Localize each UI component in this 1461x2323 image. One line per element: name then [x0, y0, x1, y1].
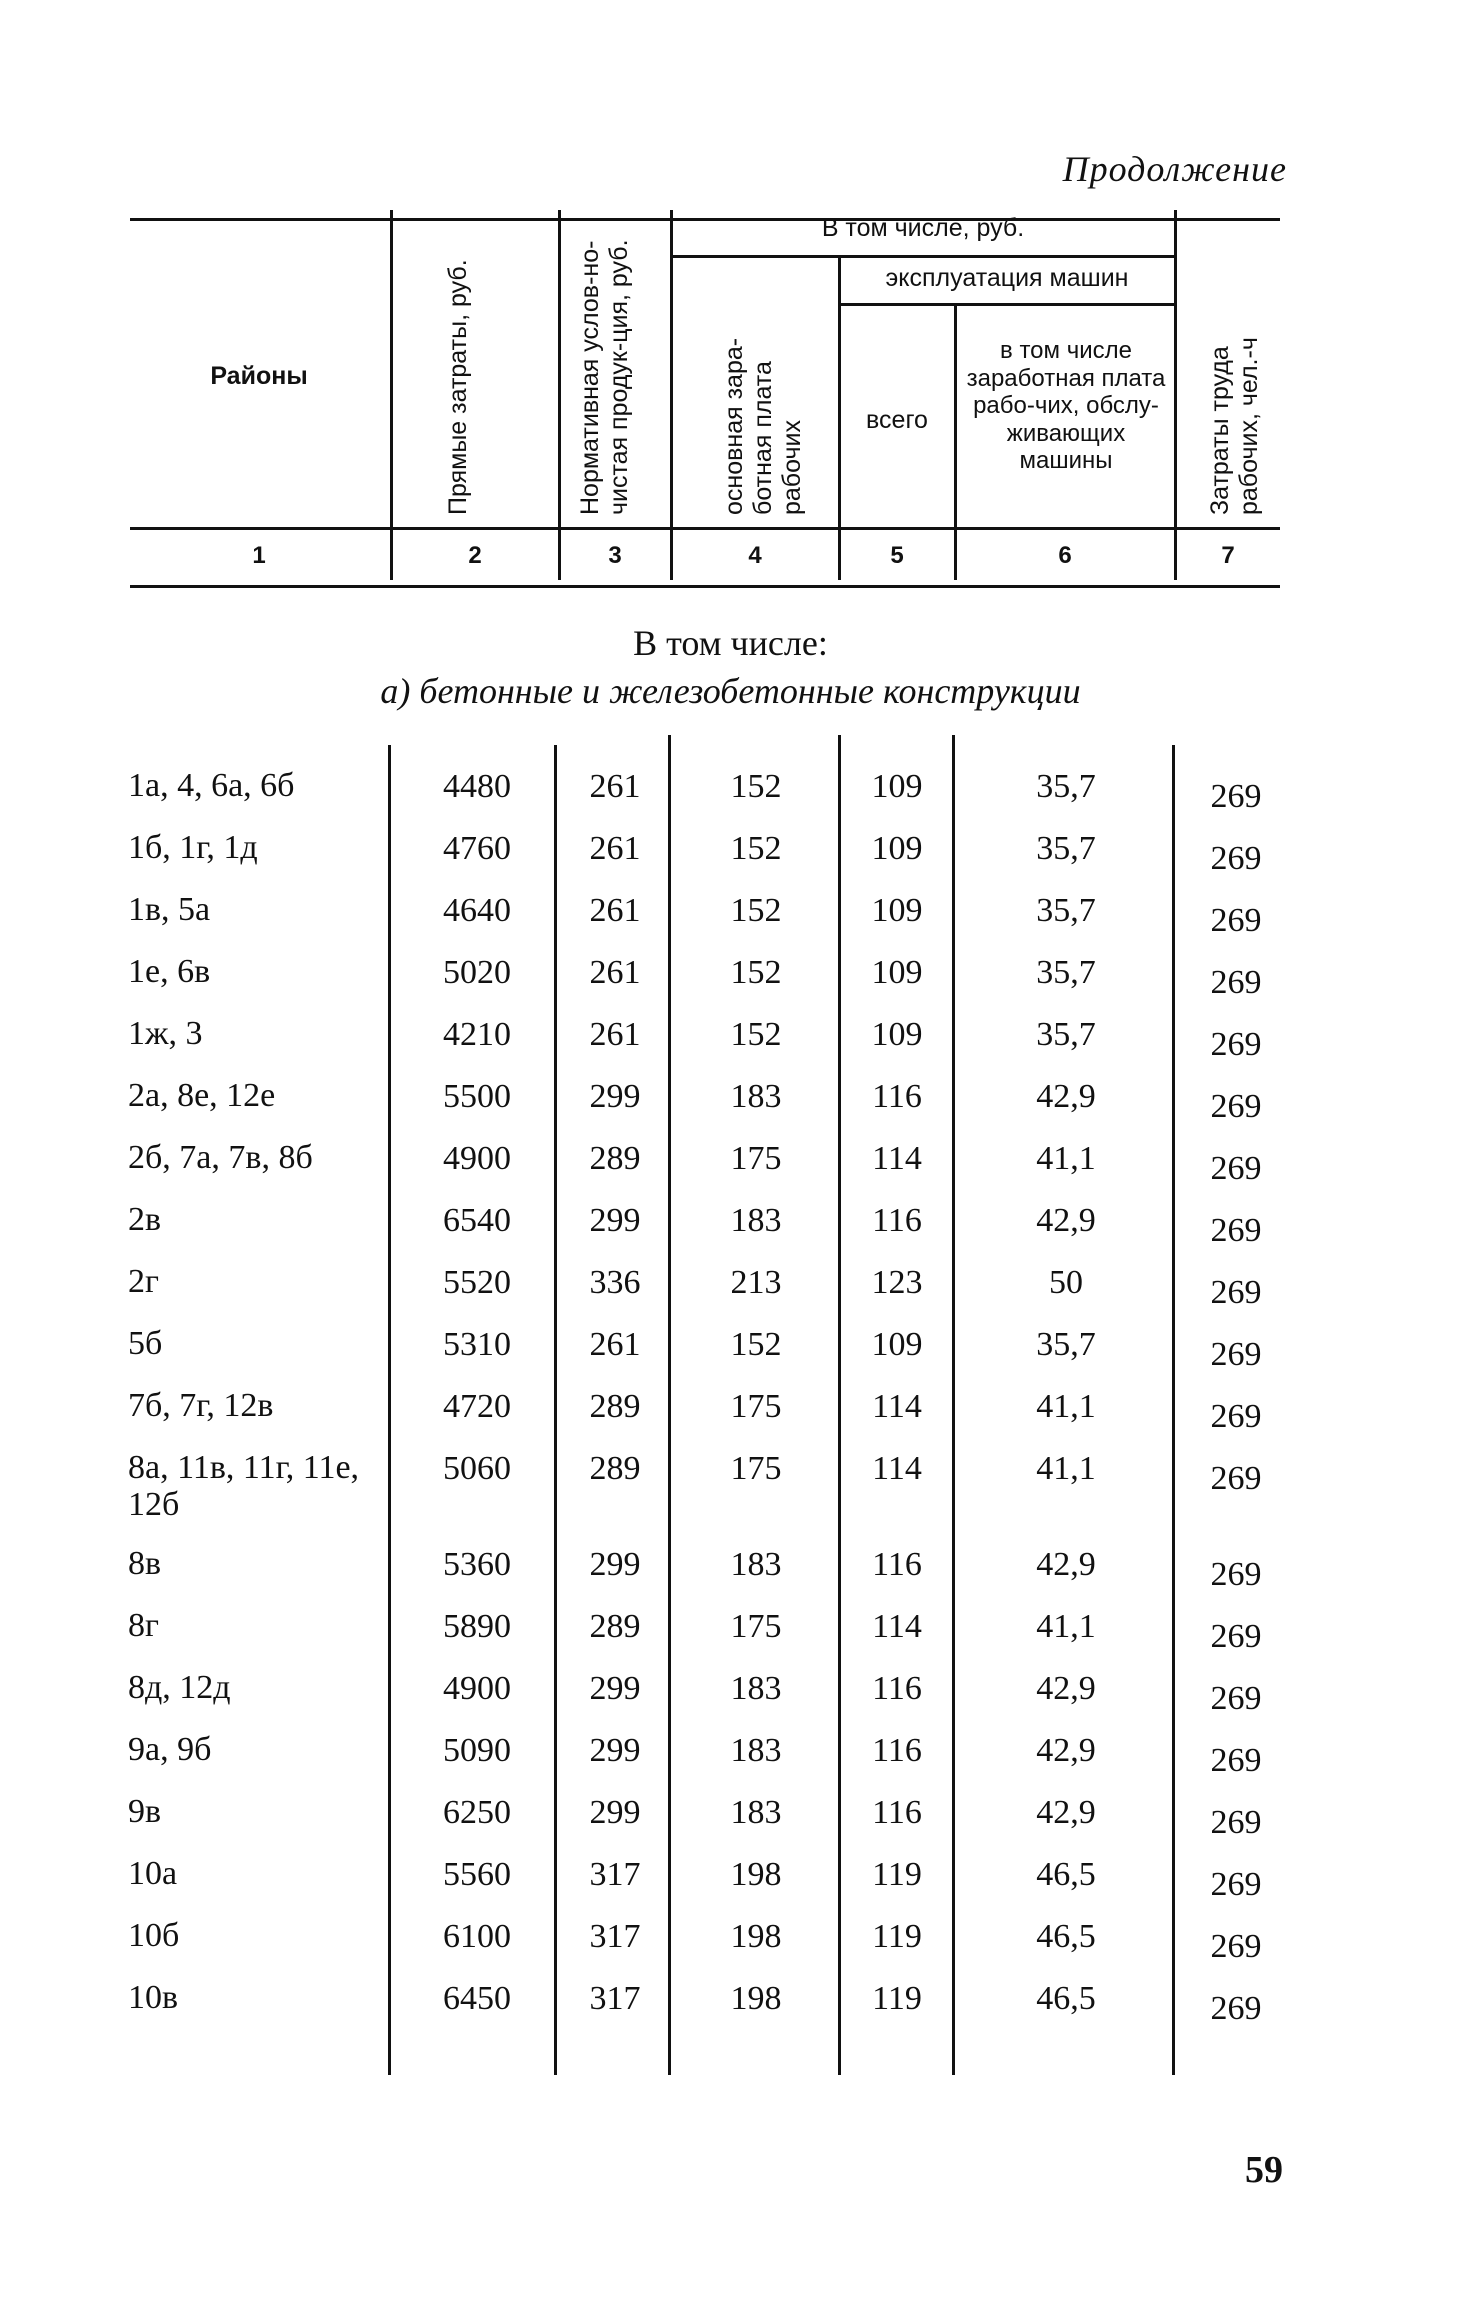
direct-costs-cell: 6450: [443, 1980, 511, 2017]
labor-costs-cell: 269: [1210, 1150, 1262, 1187]
machine-wages-cell: 41,1: [1036, 1140, 1096, 1177]
region-cell: 7б, 7г, 12в: [128, 1387, 274, 1424]
machine-wages-cell: 35,7: [1036, 1016, 1096, 1053]
region-cell: 2б, 7а, 7в, 8б: [128, 1139, 313, 1176]
normative-product-cell: 261: [589, 1016, 641, 1053]
labor-costs-cell: 269: [1210, 964, 1262, 1001]
region-cell: 1ж, 3: [128, 1015, 203, 1052]
header-basic-wages: основная зара-ботная плата рабочих: [720, 337, 806, 515]
basic-wages-cell: 175: [730, 1388, 782, 1425]
normative-product-cell: 261: [589, 892, 641, 929]
direct-costs-cell: 4900: [443, 1670, 511, 1707]
basic-wages-cell: 175: [730, 1608, 782, 1645]
basic-wages-cell: 213: [730, 1264, 782, 1301]
machines-total-cell: 116: [872, 1078, 922, 1115]
header-divider-1: [390, 210, 393, 580]
basic-wages-cell: 152: [730, 768, 782, 805]
labor-costs-cell: 269: [1210, 1212, 1262, 1249]
direct-costs-cell: 4480: [443, 768, 511, 805]
section-subtitle: а) бетонные и железобетонные конструкции: [380, 671, 1081, 711]
direct-costs-cell: 6250: [443, 1794, 511, 1831]
machine-wages-cell: 42,9: [1036, 1732, 1096, 1769]
labor-costs-cell: 269: [1210, 902, 1262, 939]
header-direct-costs: Прямые затраты, руб.: [444, 259, 472, 515]
normative-product-cell: 289: [589, 1608, 641, 1645]
machine-wages-cell: 35,7: [1036, 830, 1096, 867]
header-divider-2: [558, 210, 561, 580]
direct-costs-cell: 4900: [443, 1140, 511, 1177]
normative-product-cell: 299: [589, 1794, 641, 1831]
labor-costs-cell: 269: [1210, 1680, 1262, 1717]
basic-wages-cell: 152: [730, 1326, 782, 1363]
direct-costs-cell: 5310: [443, 1326, 511, 1363]
normative-product-cell: 299: [589, 1078, 641, 1115]
header-divider-3: [670, 210, 673, 580]
labor-costs-cell: 269: [1210, 1460, 1262, 1497]
machines-total-cell: 119: [872, 1856, 922, 1893]
basic-wages-cell: 198: [730, 1856, 782, 1893]
normative-product-cell: 261: [589, 768, 641, 805]
header-machine-wages: в том числе заработная плата рабо-чих, обслу-живающих машины: [966, 337, 1166, 475]
machine-wages-cell: 35,7: [1036, 954, 1096, 991]
labor-costs-cell: 269: [1210, 1990, 1262, 2027]
normative-product-cell: 317: [589, 1856, 641, 1893]
direct-costs-cell: 5890: [443, 1608, 511, 1645]
basic-wages-cell: 183: [730, 1794, 782, 1831]
region-cell: 8а, 11в, 11г, 11е, 12б: [128, 1449, 360, 1523]
labor-costs-cell: 269: [1210, 778, 1262, 815]
header-divider-6: [1174, 210, 1177, 580]
normative-product-cell: 289: [589, 1450, 641, 1487]
column-number-1: 1: [252, 542, 266, 569]
column-number-4: 4: [748, 542, 762, 569]
region-cell: 8г: [128, 1607, 159, 1644]
basic-wages-cell: 183: [730, 1546, 782, 1583]
labor-costs-cell: 269: [1210, 1742, 1262, 1779]
basic-wages-cell: 152: [730, 954, 782, 991]
machine-wages-cell: 50: [1049, 1264, 1083, 1301]
section-title: В том числе:: [633, 623, 828, 663]
machines-total-cell: 123: [871, 1264, 923, 1301]
region-cell: 1а, 4, 6а, 6б: [128, 767, 295, 804]
normative-product-cell: 317: [589, 1980, 641, 2017]
numbers-bottom-rule: [130, 585, 1280, 588]
direct-costs-cell: 5520: [443, 1264, 511, 1301]
region-cell: 2а, 8е, 12е: [128, 1077, 276, 1114]
labor-costs-cell: 269: [1210, 840, 1262, 877]
machine-wages-cell: 41,1: [1036, 1388, 1096, 1425]
region-cell: 2в: [128, 1201, 162, 1238]
machine-wages-cell: 42,9: [1036, 1546, 1096, 1583]
basic-wages-cell: 198: [730, 1918, 782, 1955]
basic-wages-cell: 175: [730, 1140, 782, 1177]
normative-product-cell: 336: [589, 1264, 641, 1301]
basic-wages-cell: 152: [730, 830, 782, 867]
basic-wages-cell: 152: [730, 1016, 782, 1053]
column-number-6: 6: [1058, 542, 1072, 569]
column-number-2: 2: [468, 542, 482, 569]
machines-total-cell: 116: [872, 1670, 922, 1707]
machines-total-cell: 114: [872, 1140, 922, 1177]
group-rule: [672, 255, 1174, 258]
basic-wages-cell: 183: [730, 1670, 782, 1707]
machines-total-cell: 119: [872, 1918, 922, 1955]
machine-wages-cell: 35,7: [1036, 768, 1096, 805]
machines-total-cell: 116: [872, 1546, 922, 1583]
basic-wages-cell: 175: [730, 1450, 782, 1487]
labor-costs-cell: 269: [1210, 1866, 1262, 1903]
machines-total-cell: 116: [872, 1794, 922, 1831]
normative-product-cell: 299: [589, 1546, 641, 1583]
body-divider-1: [388, 745, 391, 2075]
machines-total-cell: 109: [871, 1016, 923, 1053]
header-machines-total: всего: [866, 406, 928, 434]
column-number-3: 3: [608, 542, 622, 569]
labor-costs-cell: 269: [1210, 1928, 1262, 1965]
normative-product-cell: 299: [589, 1732, 641, 1769]
header-bottom-rule: [130, 527, 1280, 530]
normative-product-cell: 299: [589, 1670, 641, 1707]
labor-costs-cell: 269: [1210, 1556, 1262, 1593]
machine-wages-cell: 42,9: [1036, 1670, 1096, 1707]
machines-total-cell: 109: [871, 1326, 923, 1363]
labor-costs-cell: 269: [1210, 1618, 1262, 1655]
machines-rule: [840, 303, 1174, 306]
region-cell: 5б: [128, 1325, 163, 1362]
labor-costs-cell: 269: [1210, 1398, 1262, 1435]
machines-total-cell: 119: [872, 1980, 922, 2017]
direct-costs-cell: 4760: [443, 830, 511, 867]
labor-costs-cell: 269: [1210, 1804, 1262, 1841]
labor-costs-cell: 269: [1210, 1336, 1262, 1373]
normative-product-cell: 261: [589, 830, 641, 867]
labor-costs-cell: 269: [1210, 1274, 1262, 1311]
normative-product-cell: 261: [589, 954, 641, 991]
direct-costs-cell: 4640: [443, 892, 511, 929]
direct-costs-cell: 5500: [443, 1078, 511, 1115]
machine-wages-cell: 41,1: [1036, 1608, 1096, 1645]
continuation-label: Продолжение: [1062, 149, 1287, 189]
machines-total-cell: 114: [872, 1608, 922, 1645]
labor-costs-cell: 269: [1210, 1088, 1262, 1125]
direct-costs-cell: 5090: [443, 1732, 511, 1769]
header-normative-product: Нормативная услов-но-чистая продук-ция, руб.: [576, 239, 633, 515]
page-number: 59: [1245, 2149, 1283, 2191]
machines-total-cell: 109: [871, 830, 923, 867]
basic-wages-cell: 198: [730, 1980, 782, 2017]
machine-wages-cell: 35,7: [1036, 1326, 1096, 1363]
region-cell: 10в: [128, 1979, 179, 2016]
region-cell: 9а, 9б: [128, 1731, 212, 1768]
header-including-group: В том числе, руб.: [821, 214, 1025, 242]
direct-costs-cell: 5020: [443, 954, 511, 991]
normative-product-cell: 317: [589, 1918, 641, 1955]
direct-costs-cell: 4720: [443, 1388, 511, 1425]
machines-total-cell: 109: [871, 954, 923, 991]
normative-product-cell: 261: [589, 1326, 641, 1363]
column-number-7: 7: [1221, 542, 1235, 569]
basic-wages-cell: 152: [730, 892, 782, 929]
machine-wages-cell: 46,5: [1036, 1918, 1096, 1955]
basic-wages-cell: 183: [730, 1202, 782, 1239]
machine-wages-cell: 41,1: [1036, 1450, 1096, 1487]
region-cell: 8д, 12д: [128, 1669, 231, 1706]
direct-costs-cell: 5360: [443, 1546, 511, 1583]
column-number-5: 5: [890, 542, 904, 569]
machines-total-cell: 109: [871, 768, 923, 805]
header-labor-costs: Затраты труда рабочих, чел.-ч: [1206, 337, 1263, 515]
region-cell: 1в, 5а: [128, 891, 211, 928]
direct-costs-cell: 5060: [443, 1450, 511, 1487]
machines-total-cell: 114: [872, 1450, 922, 1487]
machine-wages-cell: 46,5: [1036, 1856, 1096, 1893]
header-machine-operation: эксплуатация машин: [885, 264, 1129, 292]
basic-wages-cell: 183: [730, 1078, 782, 1115]
machines-total-cell: 116: [872, 1202, 922, 1239]
region-cell: 10а: [128, 1855, 178, 1892]
labor-costs-cell: 269: [1210, 1026, 1262, 1063]
header-regions: Районы: [210, 362, 308, 390]
machines-total-cell: 109: [871, 892, 923, 929]
machines-total-cell: 116: [872, 1732, 922, 1769]
direct-costs-cell: 6100: [443, 1918, 511, 1955]
machine-wages-cell: 42,9: [1036, 1078, 1096, 1115]
region-cell: 1е, 6в: [128, 953, 211, 990]
normative-product-cell: 289: [589, 1388, 641, 1425]
region-cell: 9в: [128, 1793, 162, 1830]
basic-wages-cell: 183: [730, 1732, 782, 1769]
direct-costs-cell: 4210: [443, 1016, 511, 1053]
machine-wages-cell: 42,9: [1036, 1202, 1096, 1239]
direct-costs-cell: 6540: [443, 1202, 511, 1239]
region-cell: 2г: [128, 1263, 159, 1300]
region-cell: 10б: [128, 1917, 180, 1954]
machine-wages-cell: 42,9: [1036, 1794, 1096, 1831]
region-cell: 8в: [128, 1545, 162, 1582]
machines-total-cell: 114: [872, 1388, 922, 1425]
machine-wages-cell: 46,5: [1036, 1980, 1096, 2017]
machine-wages-cell: 35,7: [1036, 892, 1096, 929]
region-cell: 1б, 1г, 1д: [128, 829, 258, 866]
normative-product-cell: 289: [589, 1140, 641, 1177]
normative-product-cell: 299: [589, 1202, 641, 1239]
direct-costs-cell: 5560: [443, 1856, 511, 1893]
header-divider-5: [954, 305, 957, 580]
